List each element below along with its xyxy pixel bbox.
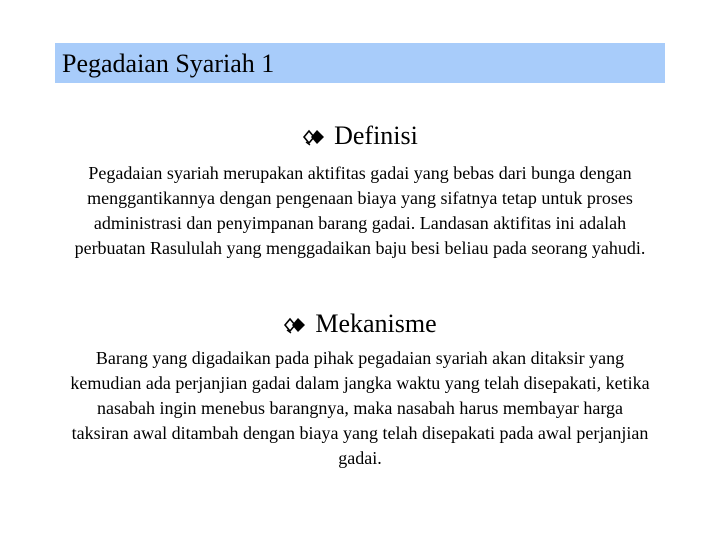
section-heading-definisi	[0, 123, 720, 149]
diamond-bullet-icon	[283, 316, 307, 334]
slide-title: Pegadaian Syariah 1	[62, 49, 275, 78]
title-bar	[55, 43, 665, 83]
section-paragraph-mekanisme: Barang yang digadaikan pada pihak pegadaian syariah akan ditaksir yang kemudian ada perjanjian gadai dalam jangka waktu yang telah disepakati, ketika nasabah ingin menebus barangnya, maka nasabah harus membayar harga taksiran awal ditambah dengan biaya yang telah disepakati pada awal perjanjian gadai.	[70, 348, 650, 468]
section-heading-mekanisme	[0, 311, 720, 337]
section-heading-label: Mekanisme	[315, 309, 437, 338]
section-paragraph-definisi: Pegadaian syariah merupakan aktifitas gadai yang bebas dari bunga dengan menggantikannya dengan pengenaan biaya yang sifatnya tetap untuk proses administrasi dan penyimpanan barang gadai. Landasan aktifitas ini adalah perbuatan Rasululah yang menggadaikan baju besi beliau pada seorang yahudi.	[74, 163, 646, 258]
section-heading-label: Definisi	[334, 121, 418, 150]
diamond-bullet-icon	[302, 128, 326, 146]
